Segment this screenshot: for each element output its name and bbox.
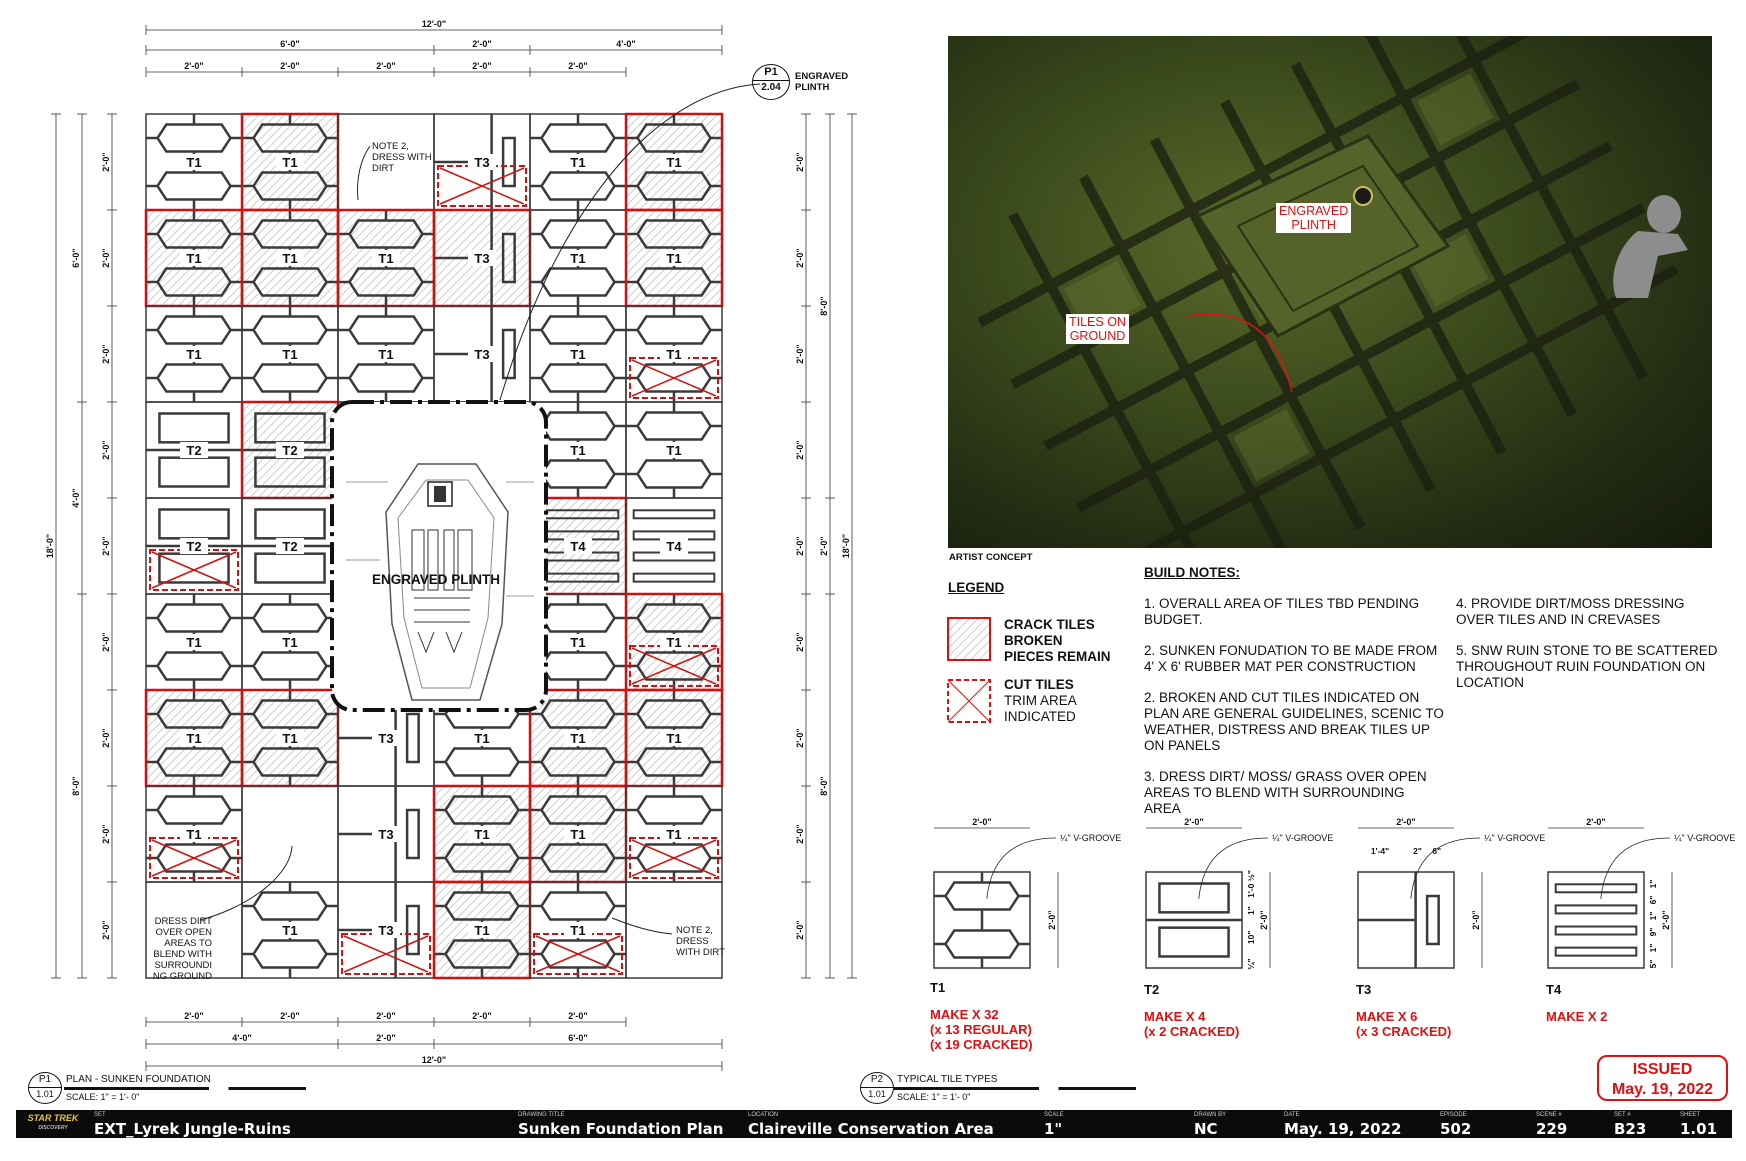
plan-title-name: PLAN - SUNKEN FOUNDATION: [66, 1074, 211, 1085]
typical-title-rule: [894, 1087, 1136, 1090]
drawing-caption: DRAWING TITLE: [518, 1112, 565, 1118]
width-label: 2'-0": [1396, 817, 1416, 827]
tile-label: T1: [570, 731, 586, 746]
plan-title-num: P1: [29, 1073, 61, 1088]
tile-label: T3: [378, 731, 394, 746]
t2-id: T2: [1144, 982, 1160, 997]
groove-label: ¼" V-GROOVE: [1060, 833, 1122, 843]
note-bl-5: SURROUNDI: [154, 960, 212, 971]
top-tiles-label: 2'-0": [376, 61, 396, 71]
concept-label-tiles-2: GROUND: [1069, 329, 1126, 343]
t3-make-1: MAKE X 6: [1356, 1009, 1418, 1024]
bot-tiles-label: 2'-0": [568, 1011, 588, 1021]
sheet-caption: SHEET: [1680, 1112, 1701, 1118]
left-tiles-label: 2'-0": [101, 248, 111, 268]
location-value: Claireville Conservation Area: [748, 1120, 994, 1138]
callout-text-2: PLINTH: [795, 82, 830, 93]
left-seg-label: 4'-0": [71, 488, 81, 508]
tile-label: T3: [378, 923, 394, 938]
typical-t1-drawing: [934, 817, 1121, 968]
location-caption: LOCATION: [748, 1112, 779, 1118]
t1-make-1: MAKE X 32: [930, 1007, 999, 1022]
note-top-3: DIRT: [372, 163, 394, 174]
height-label: 2'-0": [1471, 910, 1481, 930]
right-seg-label: 8'-0": [819, 776, 829, 796]
build-note-3: 2. BROKEN AND CUT TILES INDICATED ON PLAN ARE GENERAL GUIDELINES, SCENIC TO WEATHER, DISTRESS AND BREAK TILES UP ON PANELS: [1144, 690, 1444, 753]
typical-dim-dim_e: 1": [1648, 943, 1658, 953]
build-notes-title: BUILD NOTES:: [1144, 565, 1240, 580]
right-tiles-label: 2'-0": [795, 344, 805, 364]
drawn-caption: DRAWN BY: [1194, 1112, 1227, 1118]
typical-dim-dim_b: 2": [1413, 846, 1422, 856]
typical-title-sheet: 1.01: [868, 1089, 886, 1099]
note-top-1: NOTE 2,: [372, 141, 409, 152]
concept-caption: ARTIST CONCEPT: [949, 552, 1033, 563]
legend-crack-3: PIECES REMAIN: [1004, 649, 1111, 664]
tile-label: T3: [474, 155, 490, 170]
t4-make-1: MAKE X 2: [1546, 1009, 1608, 1024]
tile-label: T1: [282, 923, 298, 938]
top-tiles-label: 2'-0": [472, 61, 492, 71]
typical-title-bubble: [860, 1072, 894, 1104]
bot-seg-label: 4'-0": [232, 1033, 252, 1043]
sheet-value: 1.01: [1680, 1120, 1718, 1138]
tile-label: T1: [666, 635, 682, 650]
note-br-2: DRESS: [676, 936, 709, 947]
drawn-value: NC: [1194, 1120, 1218, 1138]
typical-dim-dim_c: 1": [1648, 911, 1658, 921]
note-bl-2: OVER OPEN: [155, 927, 212, 938]
top-overall-label: 12'-0": [421, 19, 447, 29]
tile-label: T3: [378, 827, 394, 842]
typical-dim-dim_c: 6": [1432, 846, 1442, 856]
tile-label: T1: [666, 251, 682, 266]
concept-label-tiles-1: TILES ON: [1069, 315, 1126, 329]
scale-value: 1": [1044, 1120, 1063, 1138]
concept-label-plinth-2: PLINTH: [1291, 218, 1336, 232]
note-bl-4: BLEND WITH: [153, 949, 212, 960]
tile-label: T1: [666, 827, 682, 842]
tile-label: T1: [282, 251, 298, 266]
right-overall-label: 18'-0": [841, 533, 851, 559]
tile-label: T1: [570, 923, 586, 938]
tile-label: T1: [378, 251, 394, 266]
tile-label: T1: [570, 443, 586, 458]
groove-label: ¼" V-GROOVE: [1674, 833, 1736, 843]
episode-caption: EPISODE: [1440, 1112, 1467, 1118]
top-seg-label: 2'-0": [472, 39, 492, 49]
concept-label-plinth-1: ENGRAVED: [1279, 204, 1349, 218]
set-value: EXT_Lyrek Jungle-Ruins: [94, 1120, 291, 1138]
callout-num: P1: [753, 65, 789, 81]
t1-make-2: (x 13 REGULAR): [930, 1022, 1032, 1037]
note-bl-6: NG GROUND: [152, 971, 212, 982]
width-label: 2'-0": [1586, 817, 1606, 827]
tile-label: T1: [570, 827, 586, 842]
right-seg-label: 8'-0": [819, 296, 829, 316]
set-caption: SET: [94, 1112, 106, 1118]
left-tiles-label: 2'-0": [101, 632, 111, 652]
right-tiles-label: 2'-0": [795, 248, 805, 268]
callout-text-1: ENGRAVED: [795, 71, 849, 82]
note-br-1: NOTE 2,: [676, 925, 713, 936]
drawing-value: Sunken Foundation Plan: [518, 1120, 724, 1138]
typical-dim-dim_a: 1'-4": [1370, 846, 1390, 856]
tile-label: T1: [570, 155, 586, 170]
tile-label: T1: [186, 155, 202, 170]
tile-label: T1: [186, 347, 202, 362]
left-tiles-label: 2'-0": [101, 920, 111, 940]
left-tiles-label: 2'-0": [101, 824, 111, 844]
note-br-3: WITH DIRT: [676, 947, 725, 958]
left-tiles-label: 2'-0": [101, 344, 111, 364]
scale-caption: SCALE: [1044, 1112, 1064, 1118]
legend-cut-3: INDICATED: [1004, 709, 1076, 724]
t3-make-2: (x 3 CRACKED): [1356, 1024, 1452, 1039]
issued-stamp: [1597, 1055, 1728, 1101]
t1-id: T1: [930, 980, 946, 995]
t3-id: T3: [1356, 982, 1372, 997]
build-note-6: 5. SNW RUIN STONE TO BE SCATTERED THROUGHOUT RUIN FOUNDATION ON LOCATION: [1456, 643, 1718, 690]
date-value: May. 19, 2022: [1284, 1120, 1402, 1138]
tile-label: T1: [282, 635, 298, 650]
t1-make-3: (x 19 CRACKED): [930, 1037, 1033, 1052]
right-tiles-label: 2'-0": [795, 152, 805, 172]
typical-dim-dim_d: ¼": [1246, 958, 1256, 970]
legend-crack-2: BROKEN: [1004, 633, 1063, 648]
t4-id: T4: [1546, 982, 1562, 997]
typical-t4-drawing: [1548, 817, 1735, 968]
typical-dim-dim_c: 10": [1246, 930, 1256, 945]
plan-title-sheet: 1.01: [36, 1089, 54, 1099]
tile-label: T1: [570, 347, 586, 362]
typical-dim-dim_b: 6": [1648, 895, 1658, 905]
tile-label: T1: [282, 155, 298, 170]
tile-label: T4: [666, 539, 682, 554]
title-block: [16, 1110, 1732, 1138]
tile-label: T1: [282, 347, 298, 362]
left-seg-label: 8'-0": [71, 776, 81, 796]
tile-label: T1: [474, 923, 490, 938]
top-tiles-label: 2'-0": [568, 61, 588, 71]
height-label: 2'-0": [1259, 910, 1269, 930]
plinth-label: ENGRAVED PLINTH: [372, 572, 501, 587]
plan-title-scale: SCALE: 1" = 1'- 0": [66, 1092, 140, 1102]
typical-dim-dim_a: 1'-0 ½": [1246, 870, 1256, 898]
tile-label: T4: [570, 539, 586, 554]
tile-label: T1: [186, 731, 202, 746]
tile-label: T1: [474, 731, 490, 746]
legend-title: LEGEND: [948, 580, 1005, 595]
height-label: 2'-0": [1661, 910, 1671, 930]
right-tiles-label: 2'-0": [795, 824, 805, 844]
bot-seg-label: 2'-0": [376, 1033, 396, 1043]
show-logo: [26, 1113, 80, 1133]
note-bl-3: AREAS TO: [164, 938, 212, 949]
tile-label: T1: [570, 251, 586, 266]
typical-dim-dim_f: 5": [1648, 959, 1658, 969]
typical-t3: [1356, 982, 1451, 1039]
scene-caption: SCENE #: [1536, 1112, 1562, 1118]
bot-overall-label: 12'-0": [421, 1055, 447, 1065]
typical-dim-dim_b: 1": [1246, 906, 1256, 916]
groove-label: ¼" V-GROOVE: [1272, 833, 1334, 843]
tile-label: T1: [186, 251, 202, 266]
tile-label: T3: [474, 347, 490, 362]
typical-title-num: P2: [861, 1073, 893, 1088]
tile-label: T2: [186, 539, 202, 554]
tile-label: T2: [282, 443, 298, 458]
typical-t3-drawing: [1358, 817, 1545, 968]
width-label: 2'-0": [972, 817, 992, 827]
legend-cut-2: TRIM AREA: [1004, 693, 1077, 708]
typical-t2: [1144, 982, 1239, 1039]
typical-t2-drawing: [1146, 817, 1333, 970]
top-tiles-label: 2'-0": [280, 61, 300, 71]
right-seg-label: 2'-0": [819, 536, 829, 556]
right-tiles-label: 2'-0": [795, 440, 805, 460]
tile-label: T1: [666, 155, 682, 170]
typical-dim-dim_a: 1": [1648, 879, 1658, 889]
tile-label: T1: [282, 731, 298, 746]
legend-cut-1: CUT TILES: [1004, 677, 1074, 692]
setnum-value: B23: [1614, 1120, 1647, 1138]
legend-crack-1: CRACK TILES: [1004, 617, 1095, 632]
scene-value: 229: [1536, 1120, 1568, 1138]
logo-line-1: STAR TREK: [27, 1113, 79, 1123]
tile-label: T2: [186, 443, 202, 458]
right-tiles-label: 2'-0": [795, 536, 805, 556]
build-note-1: 1. OVERALL AREA OF TILES TBD PENDING BUDGET.: [1144, 596, 1420, 627]
typical-outline: [1548, 872, 1644, 968]
top-seg-label: 4'-0": [616, 39, 636, 49]
groove-label: ¼" V-GROOVE: [1484, 833, 1546, 843]
t2-make-2: (x 2 CRACKED): [1144, 1024, 1240, 1039]
setnum-caption: SET #: [1614, 1112, 1631, 1118]
bot-tiles-label: 2'-0": [184, 1011, 204, 1021]
tile-label: T1: [666, 731, 682, 746]
issued-line-2: May. 19, 2022: [1611, 1081, 1714, 1098]
bot-seg-label: 6'-0": [568, 1033, 588, 1043]
issued-line-1: ISSUED: [1632, 1061, 1693, 1078]
right-tiles-label: 2'-0": [795, 920, 805, 940]
typical-t1: [930, 980, 1033, 1052]
tile-label: T1: [666, 443, 682, 458]
tile-label: T1: [378, 347, 394, 362]
width-label: 2'-0": [1184, 817, 1204, 827]
tile-label: T3: [474, 251, 490, 266]
note-top-2: DRESS WITH: [372, 152, 432, 163]
bot-tiles-label: 2'-0": [280, 1011, 300, 1021]
bot-tiles-label: 2'-0": [376, 1011, 396, 1021]
typical-title-name: TYPICAL TILE TYPES: [897, 1074, 998, 1085]
episode-value: 502: [1440, 1120, 1472, 1138]
height-label: 2'-0": [1047, 910, 1057, 930]
tile-label: T1: [186, 827, 202, 842]
tile-label: T2: [282, 539, 298, 554]
build-note-2: 2. SUNKEN FONUDATION TO BE MADE FROM 4' X 6' RUBBER MAT PER CONSTRUCTION: [1144, 643, 1438, 674]
logo-line-2: DISCOVERY: [38, 1125, 68, 1131]
left-tiles-label: 2'-0": [101, 440, 111, 460]
left-tiles-label: 2'-0": [101, 728, 111, 748]
typical-t4: [1546, 982, 1607, 1024]
left-tiles-label: 2'-0": [101, 152, 111, 172]
left-tiles-label: 2'-0": [101, 536, 111, 556]
typical-title-scale: SCALE: 1" = 1'- 0": [897, 1092, 971, 1102]
t2-make-1: MAKE X 4: [1144, 1009, 1206, 1024]
date-caption: DATE: [1284, 1112, 1300, 1118]
callout-sheet: 2.04: [761, 82, 781, 93]
note-bl-1: DRESS DIRT: [154, 916, 212, 927]
bot-tiles-label: 2'-0": [472, 1011, 492, 1021]
typical-dim-dim_d: 9": [1648, 927, 1658, 937]
tile-label: T1: [570, 635, 586, 650]
build-note-4: 3. DRESS DIRT/ MOSS/ GRASS OVER OPEN AREAS TO BLEND WITH SURROUNDING AREA: [1144, 769, 1427, 816]
right-tiles-label: 2'-0": [795, 632, 805, 652]
left-seg-label: 6'-0": [71, 248, 81, 268]
tile-label: T1: [186, 635, 202, 650]
top-tiles-label: 2'-0": [184, 61, 204, 71]
build-note-5: 4. PROVIDE DIRT/MOSS DRESSING OVER TILES AND IN CREVASES: [1456, 596, 1685, 627]
right-tiles-label: 2'-0": [795, 728, 805, 748]
top-seg-label: 6'-0": [280, 39, 300, 49]
left-overall-label: 18'-0": [45, 533, 55, 559]
tile-label: T1: [666, 347, 682, 362]
tile-label: T1: [474, 827, 490, 842]
